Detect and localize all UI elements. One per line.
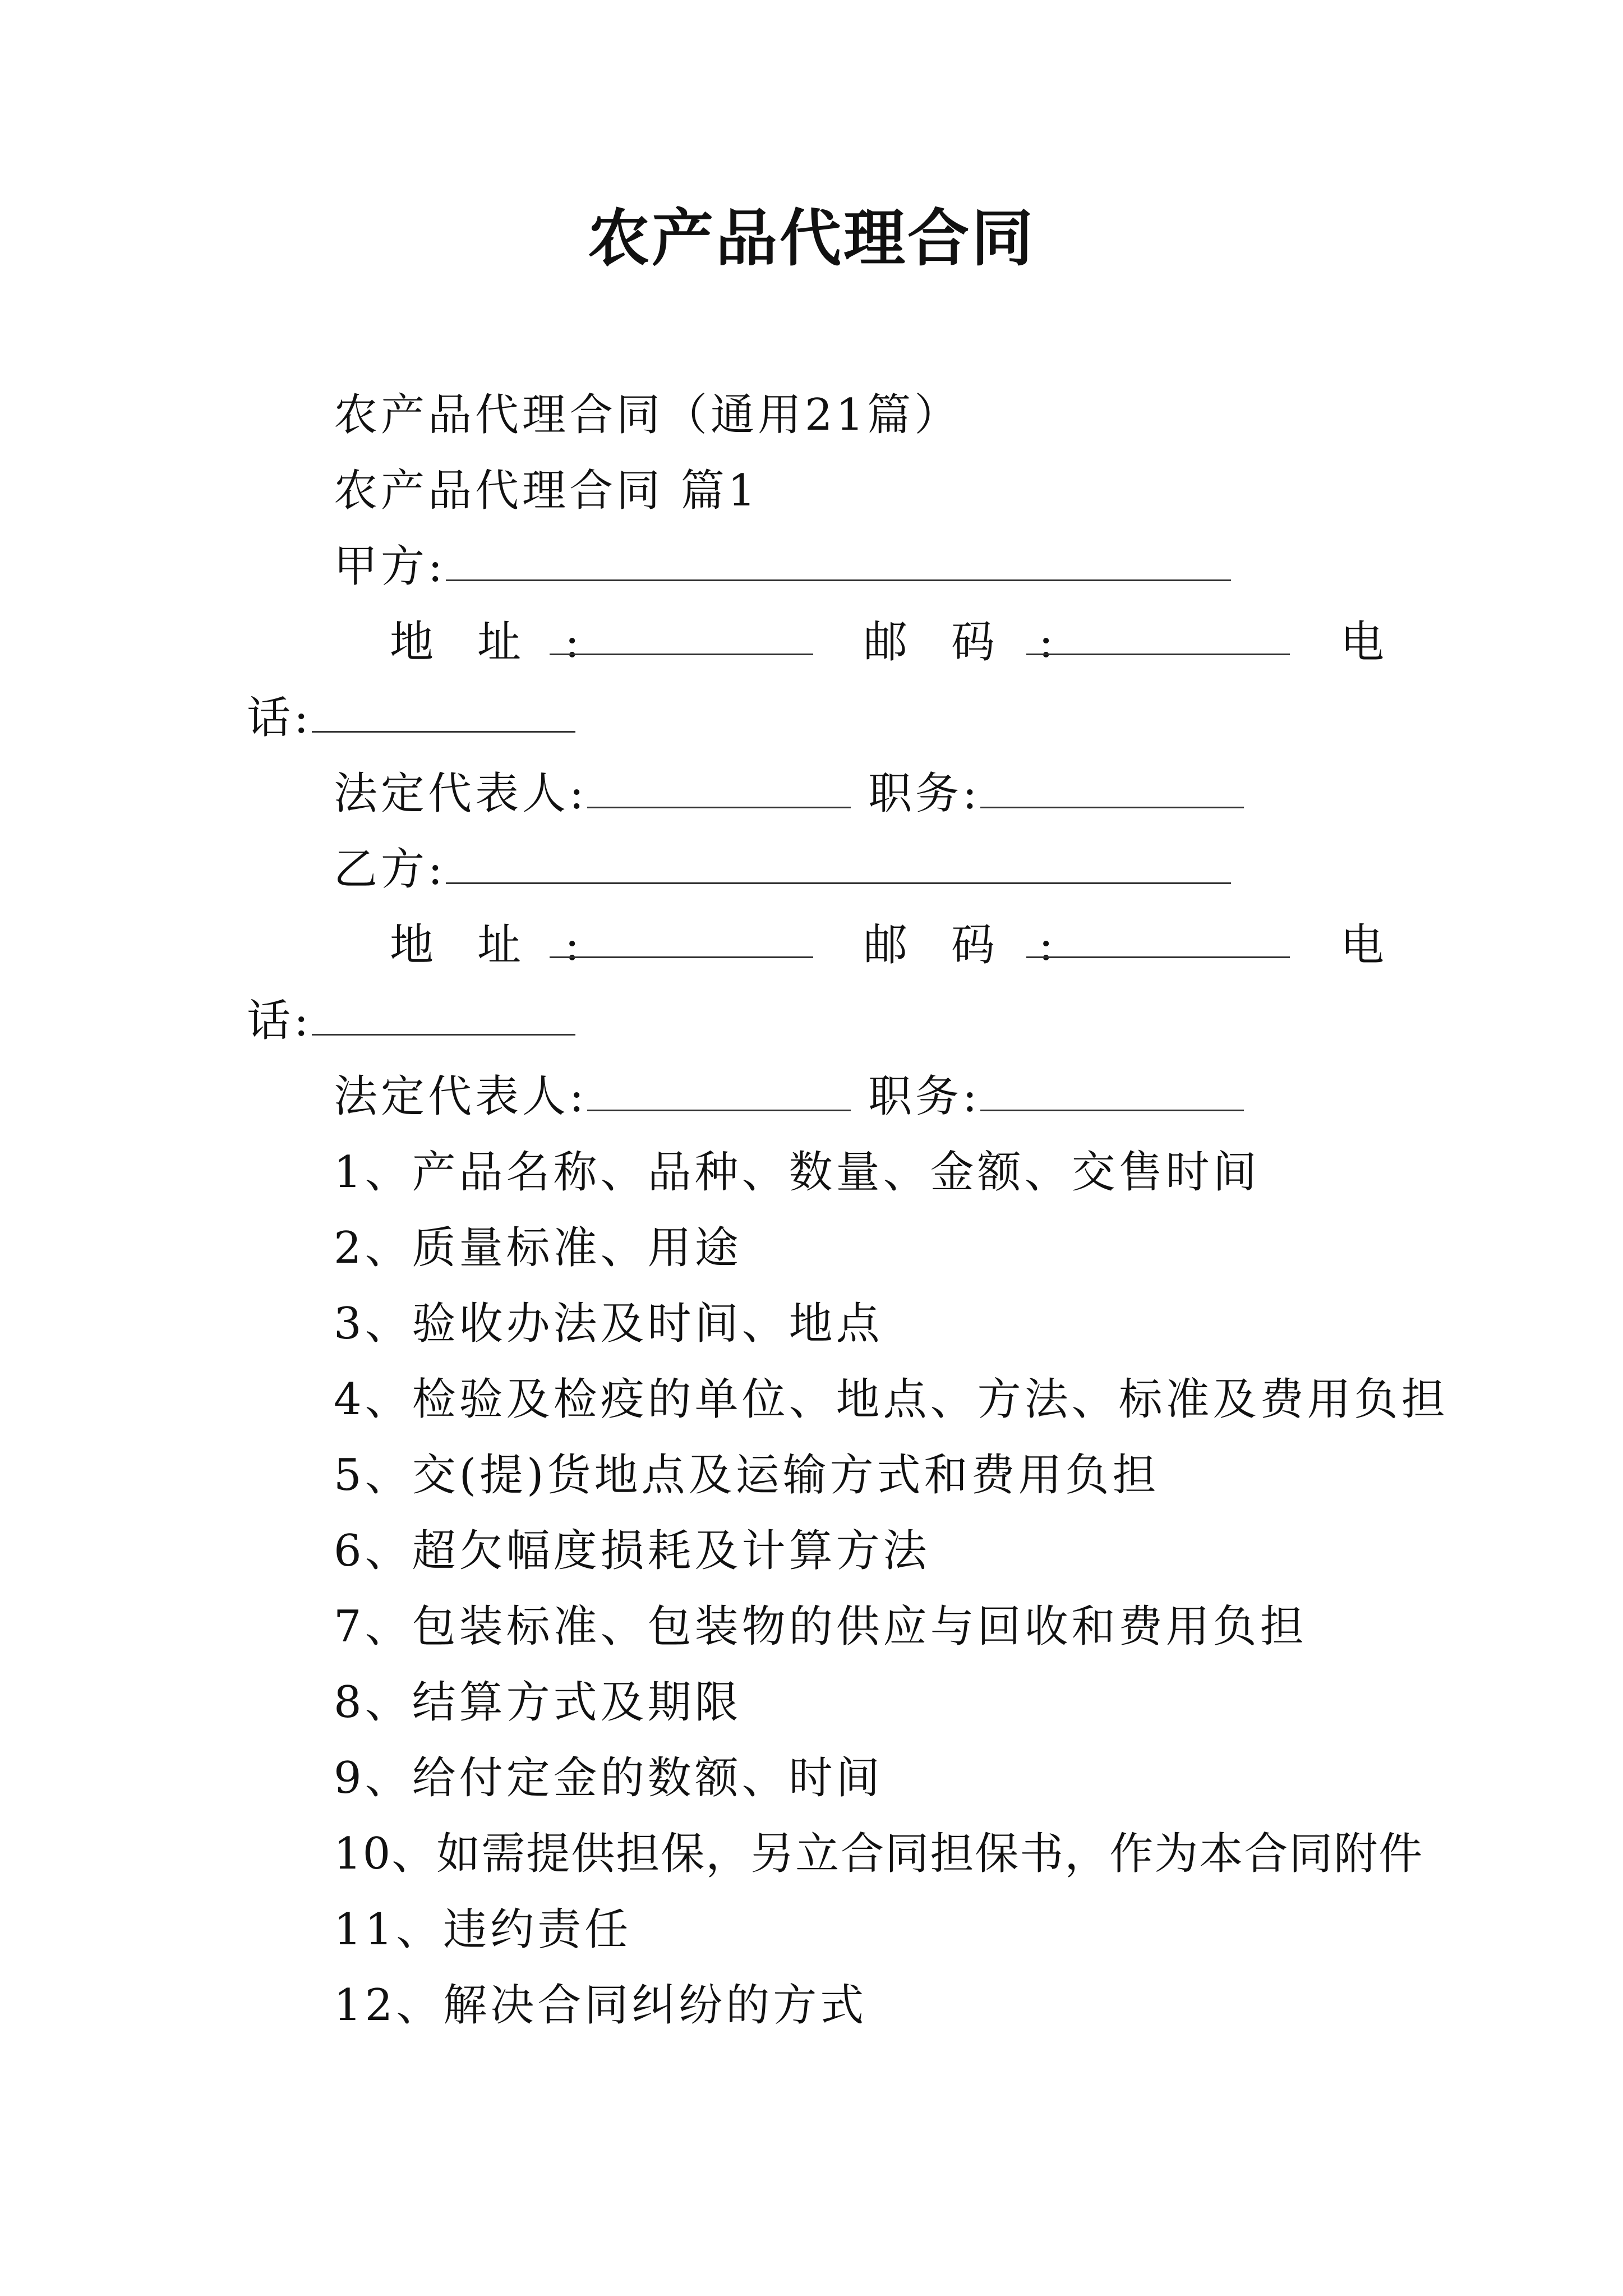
party-b-address-blank xyxy=(550,917,813,958)
party-a-rep-label: 法定代表人: xyxy=(334,769,588,819)
party-b-label: 乙方: xyxy=(334,844,446,895)
party-a-title-blank xyxy=(980,767,1244,808)
party-a-phone-label: 电 xyxy=(1340,617,1385,668)
party-b-postcode-label: 邮 码 : xyxy=(864,920,1054,970)
clause-item: 12、解决合同纠纷的方式 xyxy=(334,1980,868,2031)
party-a-address-blank xyxy=(550,614,813,655)
clause-item: 5、交(提)货地点及运输方式和费用负担 xyxy=(334,1450,1160,1501)
party-b-title-label: 职务: xyxy=(868,1071,981,1122)
party-b-rep-row xyxy=(334,1069,1244,1125)
party-b-phone-blank xyxy=(312,995,575,1036)
clause-item: 2、质量标准、用途 xyxy=(334,1223,742,1273)
clause-item: 11、违约责任 xyxy=(334,1904,632,1955)
document-title: 农产品代理合同 xyxy=(588,202,1035,274)
party-b-blank xyxy=(446,843,1231,884)
party-b-address-label: 地 址 : xyxy=(390,920,580,970)
party-a-title-label: 职务: xyxy=(868,769,981,819)
party-a-address-label: 地 址 : xyxy=(390,617,580,668)
party-b-phone-label-cont: 话: xyxy=(247,996,312,1046)
party-b-postcode-blank xyxy=(1026,917,1290,958)
party-a-rep-row xyxy=(334,766,1244,822)
party-a-phone-blank xyxy=(312,692,575,733)
clause-item: 7、包装标准、包装物的供应与回收和费用负担 xyxy=(334,1602,1307,1652)
clause-item: 3、验收办法及时间、地点 xyxy=(334,1299,883,1349)
party-a-rep-blank xyxy=(587,767,851,808)
party-b-title-blank xyxy=(980,1070,1244,1111)
party-b-phone-label: 电 xyxy=(1340,920,1385,970)
party-a-postcode-label: 邮 码 : xyxy=(864,617,1054,668)
clause-item: 9、给付定金的数额、时间 xyxy=(334,1753,883,1803)
party-b-row xyxy=(334,841,1231,898)
party-b-rep-blank xyxy=(587,1070,851,1111)
party-a-blank xyxy=(446,540,1231,581)
party-a-phone-label-cont: 话: xyxy=(247,693,312,743)
clause-item: 4、检验及检疫的单位、地点、方法、标准及费用负担 xyxy=(334,1374,1449,1425)
clause-item: 1、产品名称、品种、数量、金额、交售时间 xyxy=(334,1147,1260,1198)
document-subtitle: 农产品代理合同（通用21篇） xyxy=(334,390,962,440)
party-b-phone-row xyxy=(247,993,575,1049)
clause-item: 10、如需提供担保，另立合同担保书，作为本合同附件 xyxy=(334,1829,1424,1879)
party-a-row xyxy=(334,539,1231,595)
section-heading: 农产品代理合同 篇1 xyxy=(334,466,759,516)
clause-item: 8、结算方式及期限 xyxy=(334,1677,742,1728)
clause-item: 6、超欠幅度损耗及计算方法 xyxy=(334,1526,930,1576)
party-a-label: 甲方: xyxy=(334,541,446,592)
party-b-rep-label: 法定代表人: xyxy=(334,1071,588,1122)
party-a-phone-row xyxy=(247,690,575,746)
party-a-postcode-blank xyxy=(1026,614,1290,655)
